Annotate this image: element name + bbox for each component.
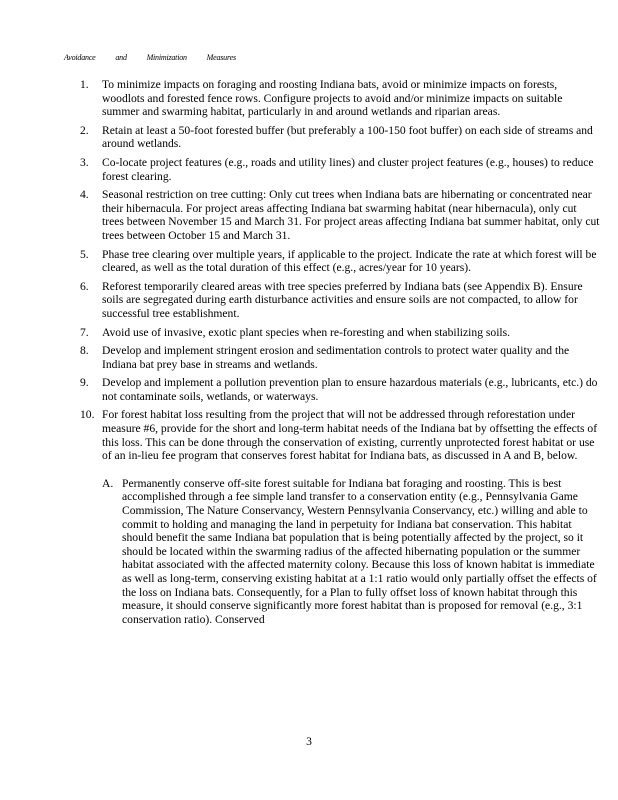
- page-number: 3: [306, 735, 312, 748]
- list-item: [80, 326, 600, 340]
- header-word: and: [115, 53, 127, 62]
- item-number: 7.: [80, 325, 89, 339]
- list-item: [80, 376, 600, 403]
- item-text: Co-locate project features (e.g., roads and utility lines) and cluster project features (e.g., houses) to reduce forest clearing.: [102, 155, 594, 183]
- running-header: [64, 53, 254, 62]
- item-text: For forest habitat loss resulting from the project that will not be addressed through reforestation under measure #6, provide for the short and long-term habitat needs of the Indiana bat by offsetting the effects of this loss. This can be done through the conservation of existing, currently unprotected forest habitat or use of an in-lieu fee program that conserves forest habitat for Indiana bats, as discussed in A and B, below.: [102, 408, 598, 463]
- list-item: [80, 78, 600, 119]
- list-item: [80, 188, 600, 242]
- item-number: 3.: [80, 155, 89, 169]
- item-text: Phase tree clearing over multiple years, if applicable to the project. Indicate the rate at which forest will be cleared, as well as the total duration of this effect (e.g., acres/year for 10 years).: [102, 247, 597, 275]
- item-number: 5.: [80, 247, 89, 261]
- item-number: 6.: [80, 279, 89, 293]
- item-number: 4.: [80, 188, 89, 202]
- list-item: [80, 344, 600, 371]
- header-word: Measures: [206, 53, 236, 62]
- item-number: 9.: [80, 376, 89, 390]
- list-item: [80, 156, 600, 183]
- sub-list: [102, 477, 600, 627]
- sub-item-letter: A.: [102, 476, 114, 490]
- item-number: 2.: [80, 123, 89, 137]
- item-text: Seasonal restriction on tree cutting: Only cut trees when Indiana bats are hibernating or concentrated near their hibernacula. For project areas affecting Indiana bat swarming habitat (near hibernacula), only cut trees between November 15 and March 31. For project areas affecting Indiana bat summer habitat, only cut trees between October 15 and March 31.: [102, 188, 600, 242]
- item-text: Avoid use of invasive, exotic plant species when re-foresting and when stabilizing soils.: [102, 325, 511, 339]
- item-text: Retain at least a 50-foot forested buffer (but preferably a 100-150 foot buffer) on each side of streams and around wetlands.: [102, 123, 593, 151]
- header-word: Avoidance: [64, 53, 96, 62]
- measures-list: [80, 78, 600, 631]
- header-word: Minimization: [146, 53, 187, 62]
- item-number: 8.: [80, 344, 89, 358]
- sub-list-item: [102, 477, 600, 627]
- item-text: To minimize impacts on foraging and roosting Indiana bats, avoid or minimize impacts on forests, woodlots and forested fence rows. Configure projects to avoid and/or minimize impacts on suitable summer and swarming habitat, particularly in and around wetlands and riparian areas.: [102, 78, 563, 119]
- list-item: [80, 248, 600, 275]
- list-item: [80, 408, 600, 626]
- list-item: [80, 124, 600, 151]
- item-text: Develop and implement stringent erosion and sedimentation controls to protect water quality and the Indiana bat prey base in streams and wetlands.: [102, 344, 570, 371]
- item-text: Develop and implement a pollution prevention plan to ensure hazardous materials (e.g., lubricants, etc.) do not contaminate soils, wetlands, or waterways.: [102, 376, 598, 403]
- item-number: 10.: [80, 408, 95, 422]
- item-text: Reforest temporarily cleared areas with tree species preferred by Indiana bats (see Appendix B). Ensure soils are segregated during earth disturbance activities and ensure soils are not compacted, to allow for successful tree establishment.: [102, 279, 583, 320]
- item-number: 1.: [80, 78, 89, 91]
- sub-item-text: Permanently conserve off-site forest suitable for Indiana bat foraging and roosting. This is best accomplished through a fee simple land transfer to a conservation entity (e.g., Pennsylvania Game Commission, The Nature Conservancy, Western Pennsylvania Conservancy, etc.) willing and able to commit to holding and managing the land in perpetuity for Indiana bat conservation. This habitat should benefit the same Indiana bat population that is being potentially affected by the project, so it should be located within the swarming radius of the affected hibernating population or the summer habitat associated with the affected maternity colony. Because this loss of known habitat is immediate as well as long-term, conserving existing habitat at a 1:1 ratio would only partially offset the effects of the loss on Indiana bats. Consequently, for a Plan to fully offset loss of known habitat through this measure, it should conserve significantly more forest habitat than is proposed for removal (e.g., 3:1 conservation ratio). Conserved: [122, 476, 597, 626]
- list-item: [80, 280, 600, 321]
